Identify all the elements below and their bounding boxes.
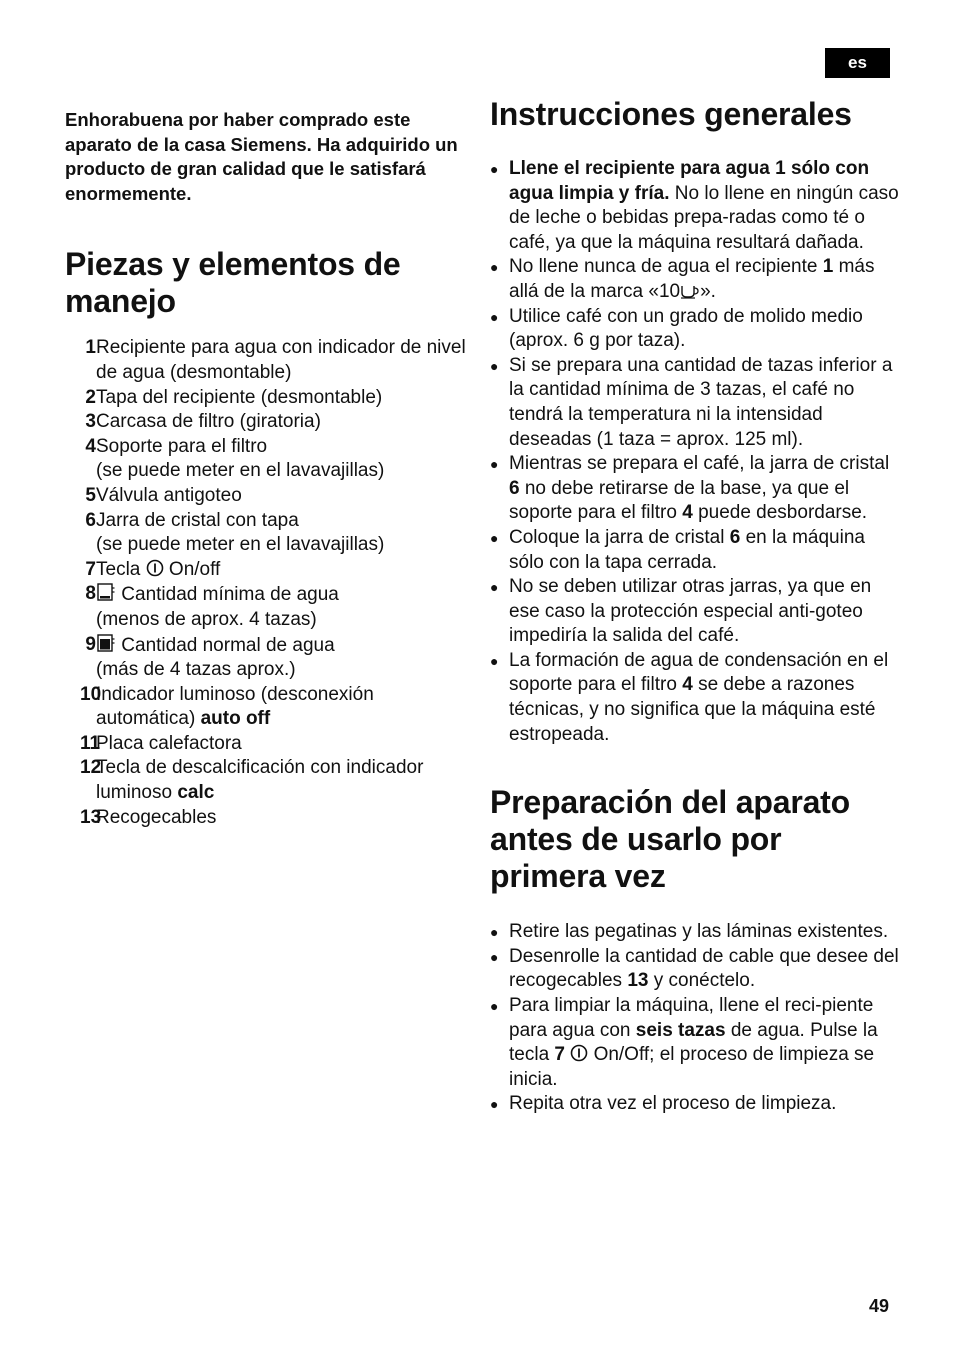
list-item	[65, 732, 470, 757]
bullet-text: no debe retirarse de la base, ya que el soporte para el filtro	[509, 477, 850, 524]
bullet-text: Desenrolle la cantidad de cable que desee del recogecables	[509, 945, 899, 992]
bullet-bold-text: seis tazas	[635, 1019, 726, 1041]
bullet-text: y conéctelo.	[653, 970, 756, 992]
list-item	[490, 354, 900, 452]
item-text: Tecla	[96, 558, 141, 580]
item-number: 7	[85, 558, 96, 580]
reference-number: 7	[554, 1044, 565, 1066]
list-item	[65, 484, 470, 509]
bullet-text: Repita otra vez el proceso de limpieza.	[509, 1093, 837, 1115]
item-subtext: (se puede meter en el lavavajillas)	[96, 460, 385, 482]
item-text: Recipiente para agua con indicador de nivel de agua (desmontable)	[96, 337, 466, 383]
bullet-text: Coloque la jarra de cristal	[509, 526, 725, 548]
bullet-text: ».	[700, 280, 716, 302]
language-badge: es	[825, 48, 890, 78]
item-bold-label: auto off	[200, 708, 271, 730]
list-item	[490, 526, 900, 575]
list-item	[490, 452, 900, 526]
item-number: 10	[80, 683, 102, 705]
water-level-min-icon	[96, 582, 116, 602]
item-text: Tecla de descalcificación con indicador luminoso	[96, 757, 424, 804]
bullet-text: en la máquina sólo con la tapa cerrada.	[509, 526, 865, 573]
power-icon	[146, 559, 164, 577]
preparation-list	[490, 920, 900, 1117]
general-heading: Instrucciones generales	[490, 96, 852, 132]
reference-number: 6	[509, 477, 520, 499]
bullet-text: Utilice café con un grado de molido medio (aprox. 6 g por taza).	[509, 305, 863, 352]
item-text: Cantidad normal de agua	[121, 634, 335, 656]
bullet-text: No se deben utilizar otras jarras, ya que en ese caso la protección especial anti-goteo impediría la salida del café.	[509, 576, 872, 647]
item-subtext: (más de 4 tazas aprox.)	[96, 659, 296, 681]
reference-number: 4	[682, 502, 693, 524]
list-item	[490, 920, 900, 945]
bullet-text: On/Off; el proceso de limpieza se inicia.	[509, 1044, 875, 1090]
general-list	[490, 157, 900, 747]
bullet-text: Si se prepara una cantidad de tazas inferior a la cantidad mínima de 3 tazas, el café no tendrá la temperatura ni la intensidad deseadas (1 taza = aprox. 125 ml).	[509, 354, 893, 450]
bullet-text: Para limpiar la máquina, llene el reci-piente para agua con	[509, 995, 874, 1041]
parts-list	[65, 336, 470, 830]
left-column	[65, 108, 470, 830]
list-item	[490, 994, 900, 1092]
item-number: 9	[85, 633, 96, 655]
item-text: Jarra de cristal con tapa	[96, 509, 299, 531]
item-number: 12	[80, 757, 102, 779]
parts-heading: Piezas y elementos de manejo	[65, 246, 401, 320]
bullet-text: No llene nunca de agua el recipiente	[509, 256, 818, 278]
item-number: 8	[85, 583, 96, 605]
preparation-heading: Preparación del aparato antes de usarlo por primera vez	[490, 784, 850, 895]
item-text: Placa calefactora	[96, 732, 242, 754]
intro-text: Enhorabuena por haber comprado este aparato de la casa Siemens. Ha adquirido un producto de gran calidad que le satisfará enormemente.	[65, 109, 458, 204]
bullet-text: La formación de agua de condensación en el soporte para el filtro	[509, 649, 889, 696]
list-item	[490, 157, 900, 255]
list-item	[490, 575, 900, 649]
list-item	[65, 806, 470, 831]
reference-number: 4	[682, 674, 693, 696]
bullet-text: más allá de la marca «10	[509, 256, 875, 302]
bullet-text: se debe a razones técnicas, y no significa que la máquina esté estropeada.	[509, 674, 876, 745]
reference-number: 13	[627, 970, 649, 992]
item-text: Válvula antigoteo	[96, 484, 242, 506]
reference-number: 1	[822, 256, 834, 278]
list-item	[65, 386, 470, 411]
bullet-text: puede desbordarse.	[698, 502, 868, 524]
item-text: Tapa del recipiente (desmontable)	[96, 386, 383, 408]
list-item	[65, 683, 470, 732]
list-item	[490, 649, 900, 747]
reference-number: 6	[729, 526, 741, 548]
item-number: 3	[85, 411, 96, 433]
list-item	[65, 410, 470, 435]
item-bold-label: calc	[177, 782, 215, 804]
list-item	[65, 509, 470, 558]
item-text: Recogecables	[96, 806, 217, 828]
item-text: Soporte para el filtro	[96, 435, 268, 457]
water-level-normal-icon	[96, 633, 116, 653]
bullet-bold-text: Llene el recipiente para agua 1 sólo con agua limpia y fría.	[509, 158, 870, 204]
item-number: 13	[80, 806, 102, 828]
list-item	[65, 582, 470, 632]
item-subtext: (menos de aprox. 4 tazas)	[96, 608, 317, 630]
item-number: 6	[85, 509, 96, 531]
list-item	[490, 945, 900, 994]
list-item	[65, 435, 470, 484]
bullet-text: Retire las pegatinas y las láminas existentes.	[509, 921, 889, 943]
item-number: 5	[85, 484, 96, 506]
item-subtext: (se puede meter en el lavavajillas)	[96, 534, 385, 556]
page-number: 49	[868, 1296, 889, 1316]
item-text: On/off	[168, 558, 221, 580]
right-column	[490, 96, 900, 1117]
item-number: 4	[85, 435, 96, 457]
list-item	[65, 558, 470, 583]
bullet-text: de agua. Pulse la tecla	[509, 1019, 878, 1066]
item-number: 11	[80, 732, 101, 754]
list-item	[490, 255, 900, 304]
item-text: Cantidad mínima de agua	[121, 584, 339, 606]
item-text: Indicador luminoso (desconexión automática)	[96, 683, 374, 730]
item-text: Carcasa de filtro (giratoria)	[96, 411, 321, 433]
item-number: 1	[85, 337, 96, 359]
list-item	[490, 1092, 900, 1117]
bullet-text: No lo llene en ningún caso de leche o bebidas prepa-radas como té o café, ya que la máquina resultará dañada.	[509, 182, 899, 253]
power-icon	[570, 1044, 588, 1062]
cup-icon	[680, 281, 700, 299]
bullet-text: Mientras se prepara el café, la jarra de cristal	[509, 453, 890, 475]
list-item	[65, 756, 470, 805]
list-item	[65, 336, 470, 385]
item-number: 2	[85, 386, 96, 408]
list-item	[65, 633, 470, 683]
list-item	[490, 305, 900, 354]
